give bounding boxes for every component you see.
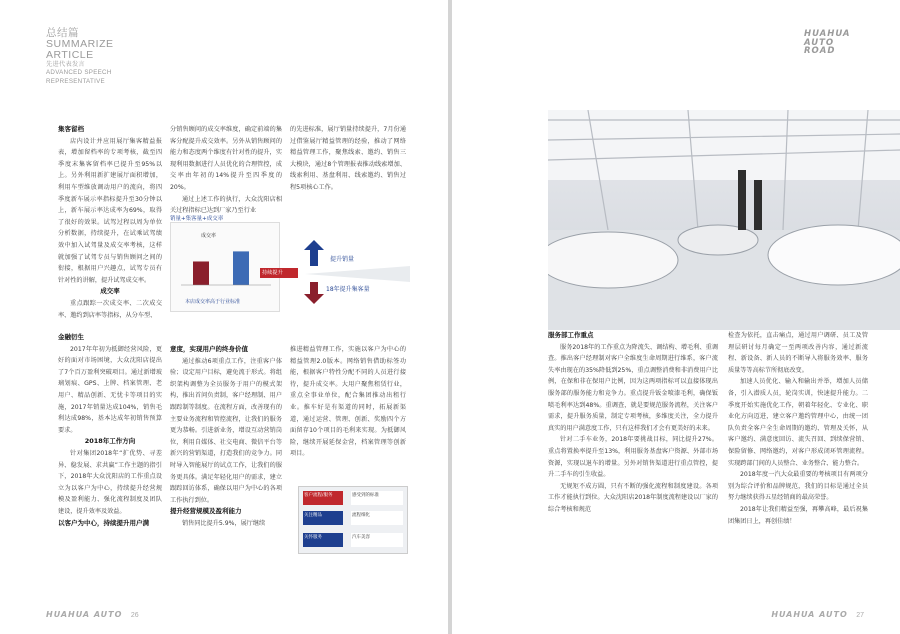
column-1-bottom [58,332,162,562]
heading-customer-retention: 集客留档 [58,125,84,133]
heading-scale-profit: 提升经营规模及盈利能力 [170,507,242,516]
paragraph: 的先进标准，展厅销量持续提升，7月份通过借鉴展厅精益管理的经验，推动了网络精益管理工作，聚焦线索、邀约、销售三大模块，通过8个管理报表推动线索增加、线索利用、基盘利用、线索邀约、销售过程5项核心工作。 [290,126,406,191]
showroom-illustration [548,110,900,330]
column-2-bottom [170,344,282,558]
paragraph: 加速人员优化、输入和输出并举，增加人员储备，引入潜质人员，轮岗实训，快速提升能力。二季度开始实施优化工作，朝着年轻化、专业化、职业化方向迈进，建立客户邀约管理中心，由统一团队负责全客户全生命周期的邀约、管理及关怀，从客户邀约、满意度回访、流失召回、到续保营销、保险留修、网络邀约，对客户形成闭环管理流程。实现跨部门间的人员整合、业务整合、能力整合。 [728,378,868,467]
right-column-1 [548,330,718,594]
paragraph: 无规矩不成方圆，只有不断的强化流程和制度建设。各项工作才能执行到位。大众沈阳店2018年制度流程建设以厂家的综合考核和规范 [548,482,718,513]
diagram-item: 关怀服务 [303,533,343,547]
growth-arrow-graphic [250,236,410,306]
paragraph: 店内设计并应用展厅集客精益报表，增加留档率的专项考核，截至四季度末集客留档率已提升至95%以上。另外利用新扩建展厅面积增加，利用车型维放调动用户的流向，将四季度新车展示率指标提升至30分钟以上，新车展示率达成率为69%，取得了很好的效果。试驾过程以周为单位分析数据，持续提升，在试乘试驾绩效中加入试驾量及成交率考核，这样就加强了试驾专员与销售顾问之间的衔接，根据用户兴趣点，试驾专员有针对性的讲解，提升试驾成交率。 [58,137,162,284]
paragraph: 通过上述工作的执行，大众沈阳店相关过程指标已达到厂家乃至行业 [170,195,282,215]
page-number: 27 [856,612,864,619]
right-page [452,0,900,634]
heading-2018-direction: 2018年工作方向 [84,437,136,446]
heading-customer-center: 以客户为中心，持续提升用户满 [58,518,149,527]
column-2-top [170,124,282,220]
chart-annotation: 成交率 [201,233,217,239]
chart-bar [233,251,249,285]
header-title-en1: SUMMARIZE [46,38,114,51]
paragraph: 推进精益管理工作，实施以客户为中心的精益管理2.0版本。网络销售借助标签功能，根据客户特性分配不同的人员进行接待，提升成交率。大用户聚焦租赁行业，重点全事业单位，配合集团推动出租行业。推车好是有渠道的同时，拓展新渠道，通过运营、管理、创新、奖励四个方面留存10个项目的毛利来实现。为抵御风险，继续开展延保金营，档案管理等创新项目。 [290,346,406,458]
left-footer [46,604,139,622]
paragraph: 检查为依托，直击痛点，通过用户调研、员工及管理层研讨每月确定一至两项改善内容，通过新流程、新设备、新人员的不断导入将服务效率、服务质量等等高标节所彻底改变。 [728,332,868,374]
wedge-shape [305,266,410,282]
heading-finance: 金融衍生 [58,333,84,341]
footer-logo: HUAHUA AUTO [771,610,848,619]
right-footer [771,604,864,622]
footer-logo: HUAHUA AUTO [46,610,123,619]
chart-annotation: 本店成交率高于行业标准 [185,299,241,305]
header-sub-en1: ADVANCED SPEECH [46,69,112,77]
diagram-item: 感受到的标准 [351,491,403,505]
paragraph: 针对二手车业务，2018年要挑战目标，同比提升27%。重点将置换率提升至13%，利用服务基盘客户资源、外部市场资源，实现以退车的增量。另外对销售渠道进行重点管控，提升二手车的引生收益。 [548,436,718,479]
section-header [46,28,114,86]
showroom-photo [548,110,900,330]
page-number: 26 [130,612,139,619]
heading-lifetime-value: 意度，实现用户的终身价值 [170,345,248,353]
paragraph: 服务2018年的工作重点为降流失、调结构、增毛利、重调查。推出客户经理制对客户全维度生命周期进行维系，客户流失率由现在的35%降低到25%，重点调整消费和非消费用户比例，在保和非在保用户比例，因为这两项指标可以直接体现出服务部的服务能力和竞争力。重点提升钣金喷漆毛利，确保钣喷毛利率达到48%。重调查，就是要规范服务流程，关注客户需求，提升服务质量，制定专项考核，多维度关注，全力提升真实的用户满意度工作，只有这样我们才会有更美好的未来。 [548,343,718,432]
heading-close-rate: 成交率 [100,287,120,296]
paragraph: 2017年年初为抵御经营风险，更好的面对市场困境，大众沈阳店提出了7个百万盈利突破项目。通过新增玻璃划痕、GPS、上牌、档案管理、老用户、精品创新、无忧卡等项目的实施，2017年销量达成104%，销售毛利达成98%，基本达成年初销售预算要求。 [58,345,162,434]
header-sub-en2: REPRESENTATIVE [46,77,105,85]
column-1-top [58,124,162,320]
paragraph: 2018年度一汽大众最重要的考核项目有两项分别为综合评价和品牌规范，我们的目标是通过全员努力继续获得五星经销商的最高荣誉。 [728,471,868,502]
paragraph: 分销售顾问的成交率维度，确定前端的集客分配提升成交效率。另外从销售顾问的能力和态度两个维度有针对性的提升，实现利用数据进行人员优化的合理管控，成交率由年初的14%提升至四季度的20%。 [170,126,282,191]
magazine-logo: HUAHUA AUTO ROAD [804,29,851,56]
header-title-en2: ARTICLE [46,49,94,62]
paragraph: 通过推动6项重点工作，注重客户体验；设定用户目标，避免流于形式。将组织架构调整为全员服务于用户的模式架构，推出首问负责制，客户经理制、用户跟踪制等制度。在流程方面，改善现有的主要业务流程和管控流程，让我们的服务更为恭畅。引进新业务，增设互动营销岗位，利用自媒体、社交电商、微信平台等新兴的营销渠道，打造我们的竞争力。同时导入智能展厅的试点工作，让我们的服务更具体。满足年轻化用户的需求，建立跟踪回访体系，确保以用户为中心的各项工作执行到位。 [170,357,282,504]
paragraph: 销售同比提升5.9%，展厅继续 [182,519,266,527]
arrow-up-icon [304,240,324,266]
diagram-item: 客户流程/服务 [303,491,343,505]
chart-caption: 销量+集客量+成交率 [170,216,224,222]
heading-service-focus: 服务部工作重点 [548,331,594,339]
paragraph: 针对集团2018年“扩优势、寻差异、稳发展、求共赢”工作主题的指引下，2018年大众沈阳店的工作重点设立为以客户为中心，持续提升经营规模及盈利能力、强化流程制度及团队建设，提升效率及效益。 [58,449,162,515]
header-sub-cn: 先进代表发言 [46,61,85,69]
header-title-cn: 总结篇 [46,27,79,39]
process-diagram [298,486,408,554]
column-3-top [290,124,406,214]
paragraph: 重点跟踪一次成交率、二次成交率、邀约到店率等指标，从分车型、 [58,299,162,319]
diagram-item: 关注精品 [303,511,343,525]
arrow-down-label: 18年提升集客量 [326,286,370,293]
diagram-item: 流程细化 [351,511,403,525]
chart-bar [193,261,209,285]
left-page [0,0,448,634]
right-column-2 [728,330,868,594]
arrow-center-label: 持续提升 [262,270,283,276]
diagram-item: 汽车美容 [351,533,403,547]
column-3-bottom [290,344,406,476]
paragraph: 2018年让我们精益至强，再攀高峰，最后祝集团集团日上，再创佳绩！ [728,505,868,525]
arrow-down-icon [304,282,324,304]
arrow-up-label: 提升销量 [330,256,355,263]
